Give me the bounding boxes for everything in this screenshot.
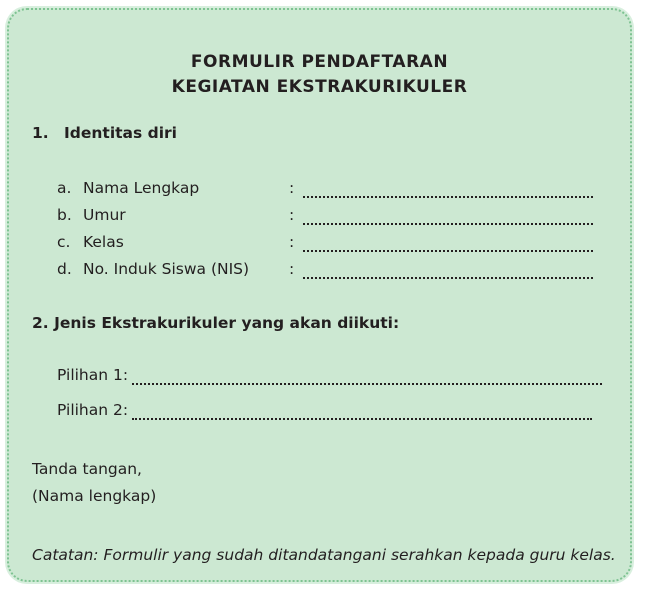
field-label: Nama Lengkap <box>83 179 200 197</box>
choice-row-1[interactable] <box>57 365 602 385</box>
signature-label: Tanda tangan, <box>32 460 142 478</box>
field-colon: : <box>289 233 295 251</box>
fill-in-line[interactable] <box>303 261 593 279</box>
fill-in-line[interactable] <box>303 180 593 198</box>
section-identity-heading <box>32 124 177 142</box>
field-letter: c. <box>57 233 71 251</box>
section-title: Identitas diri <box>64 124 177 142</box>
section-number: 1. <box>32 124 49 142</box>
field-letter: d. <box>57 260 72 278</box>
signature-name-label: (Nama lengkap) <box>32 487 157 505</box>
choice-row-2[interactable] <box>57 400 592 420</box>
field-label: No. Induk Siswa (NIS) <box>83 260 250 278</box>
form-title-line2: KEGIATAN EKSTRAKURIKULER <box>171 77 468 97</box>
form-card <box>7 8 632 582</box>
fill-in-line[interactable] <box>303 234 593 252</box>
field-letter: b. <box>57 206 72 224</box>
field-row-student-id[interactable] <box>57 259 593 279</box>
fill-in-line[interactable] <box>132 367 602 385</box>
field-row-age[interactable] <box>57 205 593 225</box>
field-label: Umur <box>83 206 126 224</box>
field-colon: : <box>289 260 295 278</box>
section-extracurricular-heading: 2. Jenis Ekstrakurikuler yang akan diikuti: <box>32 314 400 332</box>
field-colon: : <box>289 206 295 224</box>
fill-in-line[interactable] <box>132 402 592 420</box>
field-colon: : <box>289 179 295 197</box>
fill-in-line[interactable] <box>303 207 593 225</box>
choice-label: Pilihan 1: <box>57 366 129 384</box>
field-row-class[interactable] <box>57 232 593 252</box>
choice-label: Pilihan 2: <box>57 401 129 419</box>
form-note: Catatan: Formulir yang sudah ditandatangani serahkan kepada guru kelas. <box>32 546 616 564</box>
field-row-full-name[interactable] <box>57 178 593 198</box>
form-title-line1: FORMULIR PENDAFTARAN <box>190 52 449 72</box>
field-letter: a. <box>57 179 72 197</box>
field-label: Kelas <box>83 233 124 251</box>
